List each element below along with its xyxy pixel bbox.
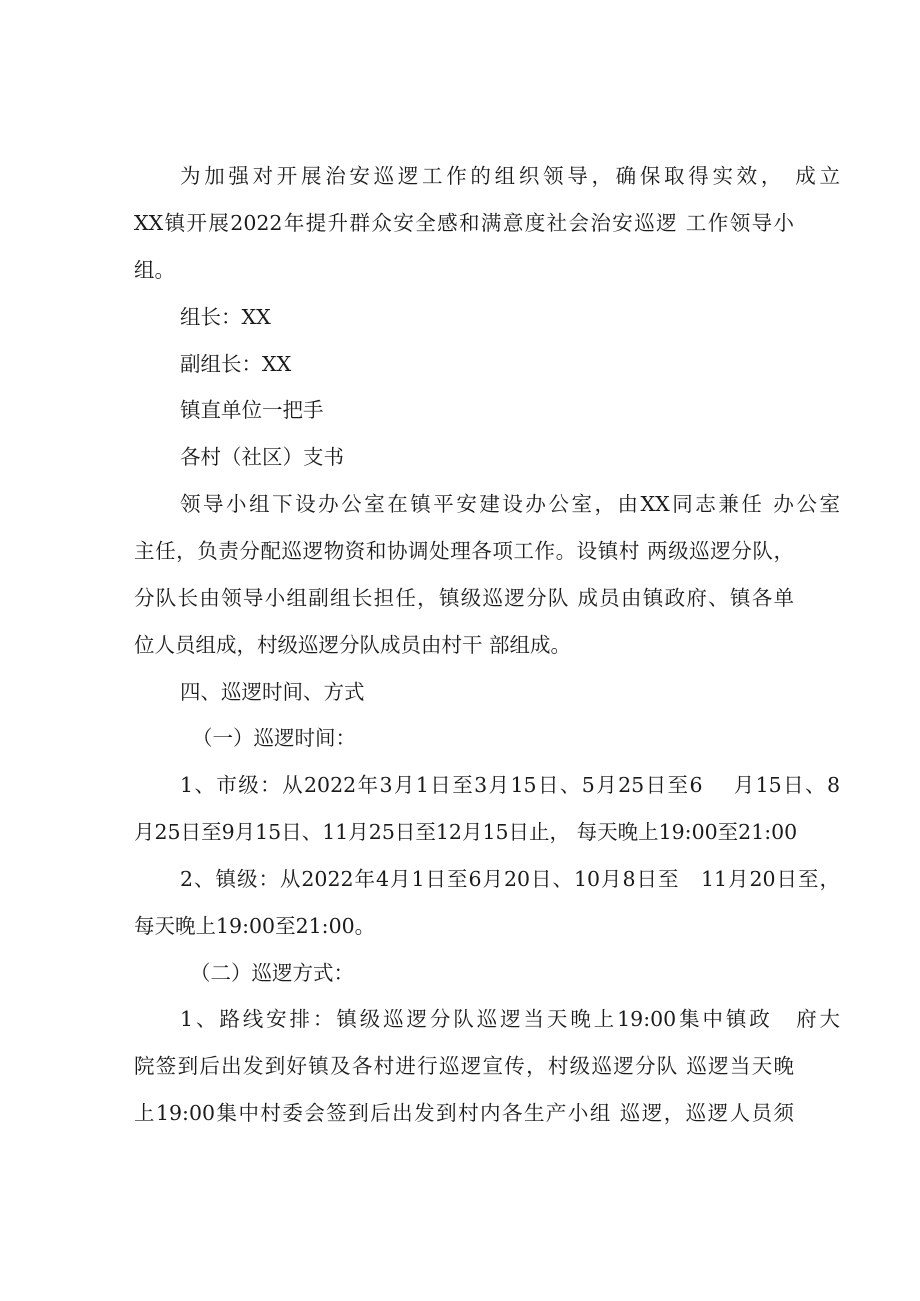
- section-heading-four: 四、巡逻时间、方式: [180, 680, 365, 704]
- text-line-village-secretaries: 各村（社区）支书: [180, 445, 344, 469]
- text-line-intro-3: 组。: [134, 258, 175, 282]
- text-line-route-2: 院签到后出发到好镇及各村进行巡逻宣传，村级巡逻分队 巡逻当天晚: [134, 1054, 794, 1078]
- text-line-office-4: 位人员组成，村级巡逻分队成员由村干 部组成。: [134, 633, 572, 657]
- text-line-office-3: 分队长由领导小组副组长担任，镇级巡逻分队 成员由镇政府、镇各单: [134, 586, 794, 610]
- text-line-intro-1: 为加强对开展治安巡逻工作的组织领导，确保取得实效， 成立: [180, 164, 840, 188]
- text-line-route-3: 上19:00集中村委会签到后出发到村内各生产小组 巡逻，巡逻人员须: [134, 1101, 794, 1125]
- text-line-office-2: 主任，负责分配巡逻物资和协调处理各项工作。设镇村 两级巡逻分队，: [134, 539, 794, 563]
- text-line-city-level-2: 月25日至9月15日、11月25日至12月15日止， 每天晚上19:00至21:00: [134, 820, 798, 844]
- text-line-route-1: 1、路线安排：镇级巡逻分队巡逻当天晚上19:00集中镇政 府大: [180, 1007, 840, 1031]
- subsection-heading-patrol-method: （二）巡逻方式：: [190, 961, 354, 985]
- text-line-town-level-1: 2、镇级：从2022年4月1日至6月20日、10月8日至 11月20日至，: [180, 867, 840, 891]
- text-line-town-level-2: 每天晚上19:00至21:00。: [134, 914, 376, 938]
- text-line-leader: 组长：XX: [180, 305, 271, 329]
- text-line-town-units: 镇直单位一把手: [180, 398, 324, 422]
- text-line-deputy-leader: 副组长：XX: [180, 352, 292, 376]
- text-line-office-1: 领导小组下设办公室在镇平安建设办公室，由XX同志兼任 办公室: [180, 492, 840, 516]
- text-line-intro-2: XX镇开展2022年提升群众安全感和满意度社会治安巡逻 工作领导小: [134, 211, 794, 235]
- subsection-heading-patrol-time: （一）巡逻时间：: [192, 726, 356, 750]
- text-line-city-level-1: 1、市级：从2022年3月1日至3月15日、5月25日至6 月15日、8: [180, 773, 840, 797]
